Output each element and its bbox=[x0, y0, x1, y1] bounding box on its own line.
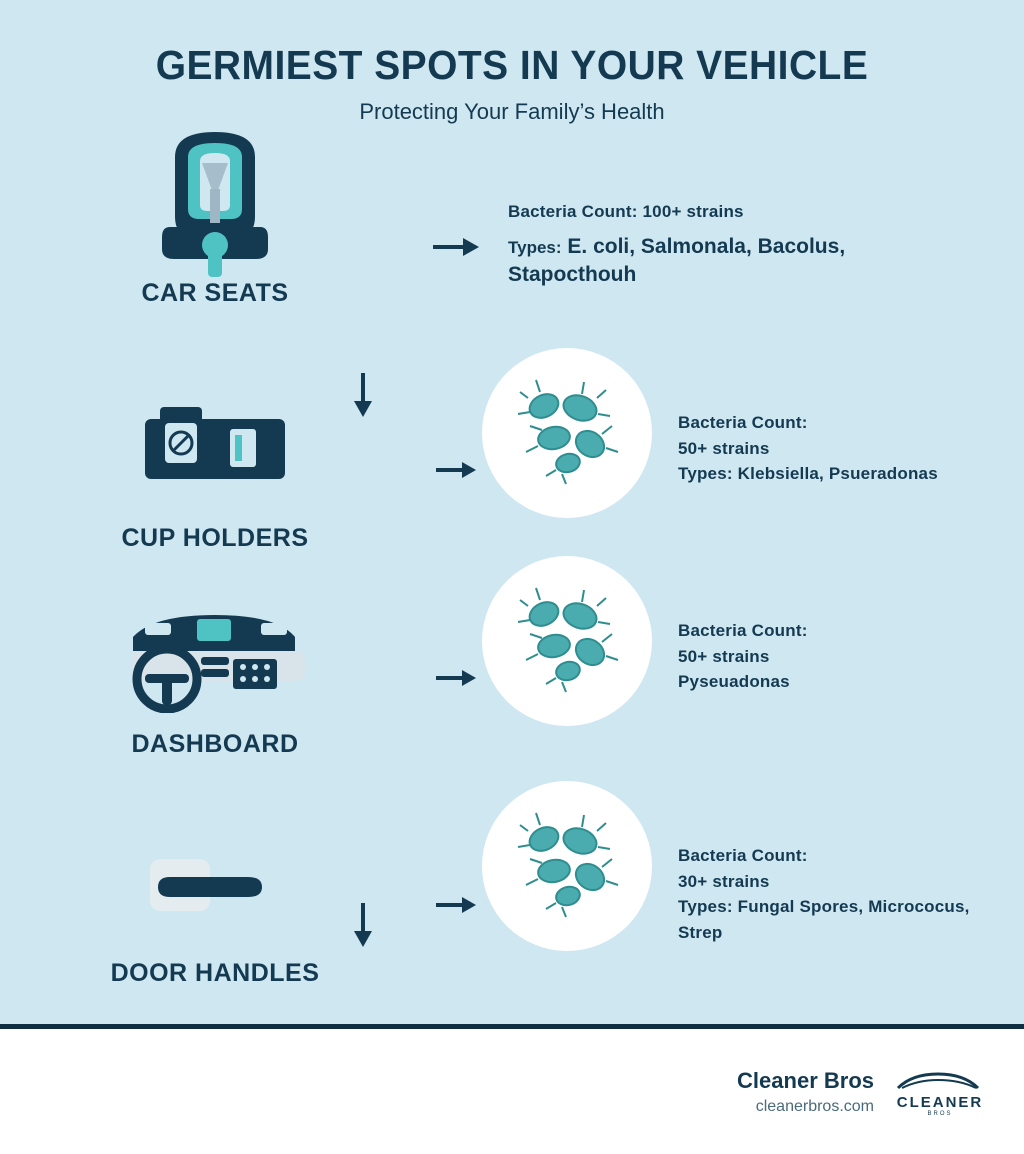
bacteria-cluster-icon bbox=[502, 801, 632, 931]
bacteria-count-label: Bacteria Count: bbox=[678, 621, 808, 640]
types-value: Klebsiella, Psueradonas bbox=[737, 464, 938, 483]
bacteria-cluster-icon bbox=[502, 576, 632, 706]
dashboard-icon bbox=[115, 594, 315, 722]
bacteria-count-label: Bacteria Count: bbox=[678, 413, 808, 432]
icon-column bbox=[0, 594, 430, 759]
page-title: GERMIEST SPOTS IN YOUR VEHICLE bbox=[155, 42, 869, 88]
types-label: Types: bbox=[508, 237, 562, 257]
icon-column bbox=[0, 823, 430, 988]
bacteria-cluster-icon bbox=[502, 368, 632, 498]
arrow-right-icon bbox=[430, 841, 482, 969]
types-line bbox=[678, 461, 938, 487]
germ-circle bbox=[482, 348, 652, 518]
types-label: Types: bbox=[678, 464, 733, 483]
cleaner-bros-logo bbox=[892, 1066, 988, 1117]
text-column bbox=[652, 594, 808, 695]
types-line bbox=[508, 233, 852, 290]
row-door-handles bbox=[0, 823, 1024, 1023]
bacteria-count-label: Bacteria Count: bbox=[678, 846, 808, 865]
text-column bbox=[652, 388, 938, 487]
footer bbox=[0, 1024, 1024, 1154]
cup-holder-icon bbox=[135, 388, 295, 516]
icon-column bbox=[0, 143, 430, 308]
bacteria-count-value: 50+ strains bbox=[678, 646, 770, 666]
types-line bbox=[678, 894, 972, 945]
types-value: Pyseuadonas bbox=[678, 672, 790, 691]
icon-label: DOOR HANDLES bbox=[110, 959, 320, 987]
types-value: Fungal Spores, Micrococus, Strep bbox=[678, 897, 970, 942]
bacteria-count-line bbox=[508, 199, 852, 225]
page-subtitle: Protecting Your Family’s Health bbox=[359, 99, 665, 124]
row-dashboard bbox=[0, 594, 1024, 799]
text-column bbox=[652, 823, 972, 945]
bacteria-count-value: 50+ strains bbox=[678, 438, 770, 458]
types-value: E. coli, Salmonala, Bacolus, Stapocthouh bbox=[508, 234, 846, 286]
bacteria-count-value: 100+ strains bbox=[642, 202, 744, 221]
row-car-seats bbox=[0, 143, 1024, 358]
rows-container bbox=[0, 143, 1024, 1023]
icon-label: CUP HOLDERS bbox=[121, 524, 309, 552]
door-handle-icon bbox=[130, 823, 300, 951]
bacteria-count-label: Bacteria Count: bbox=[508, 202, 638, 221]
text-column bbox=[482, 143, 852, 289]
types-label: Types: bbox=[678, 897, 733, 916]
car-seat-icon bbox=[140, 143, 290, 271]
icon-label: CAR SEATS bbox=[141, 279, 289, 307]
bacteria-count-value: 30+ strains bbox=[678, 871, 770, 891]
germ-circle bbox=[482, 556, 652, 726]
icon-label: DASHBOARD bbox=[131, 730, 299, 758]
brand-name: Cleaner Bros bbox=[737, 1067, 874, 1093]
brand-block bbox=[737, 1068, 874, 1116]
logo-text: CLEANER bbox=[896, 1094, 984, 1111]
germ-circle bbox=[482, 781, 652, 951]
icon-column bbox=[0, 388, 430, 553]
logo-subtext: BROS bbox=[927, 1111, 953, 1117]
brand-url[interactable]: cleanerbros.com bbox=[755, 1097, 874, 1115]
arrow-right-icon bbox=[430, 614, 482, 742]
arrow-right-icon bbox=[430, 183, 482, 311]
row-cup-holders bbox=[0, 388, 1024, 588]
arrow-right-icon bbox=[430, 406, 482, 534]
